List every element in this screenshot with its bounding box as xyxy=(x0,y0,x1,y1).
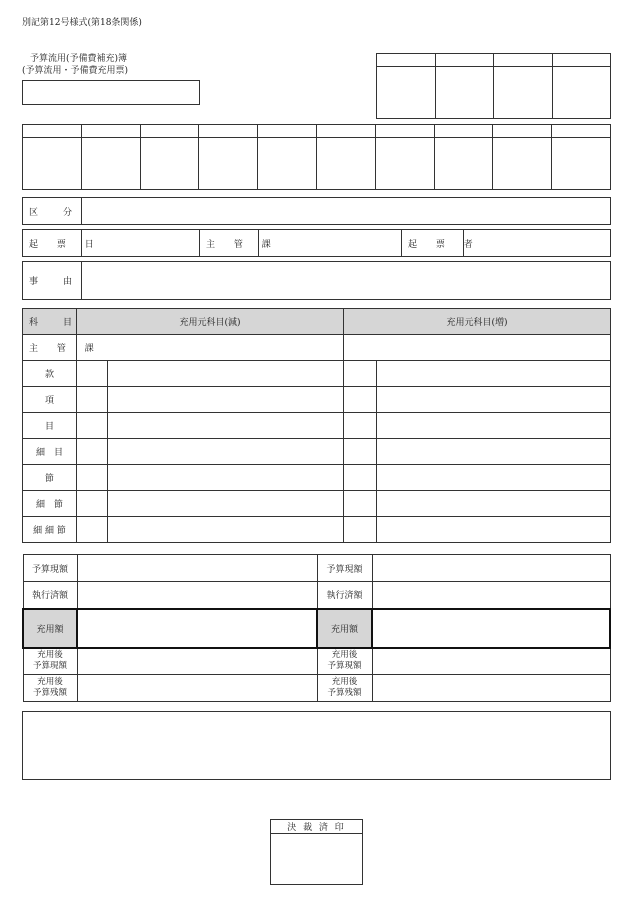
account-row-label: 款 xyxy=(23,361,77,387)
post-budget-label: 充用後 予算現額 xyxy=(23,648,77,675)
account-row-label: 細 目 xyxy=(23,439,77,465)
account-row-label: 項 xyxy=(23,387,77,413)
post-balance-right[interactable] xyxy=(372,675,610,702)
budget-current-label: 予算現額 xyxy=(23,555,77,582)
draft-date-label: 起 票 日 xyxy=(23,230,82,257)
to-code[interactable] xyxy=(344,491,377,517)
account-row-label: 細 節 xyxy=(23,491,77,517)
division-label: 区 分 xyxy=(23,198,82,225)
from-name[interactable] xyxy=(108,439,344,465)
transfer-amount-label: 充用額 xyxy=(23,609,77,648)
dept-field[interactable] xyxy=(259,230,402,257)
form-number: 別記第12号様式(第18条関係) xyxy=(22,18,142,28)
to-name[interactable] xyxy=(377,413,611,439)
approval-stamp-area[interactable] xyxy=(271,834,363,885)
executed-label-right: 執行済額 xyxy=(317,582,372,609)
to-code[interactable] xyxy=(344,517,377,543)
approval-grid-wide xyxy=(22,124,611,190)
to-name[interactable] xyxy=(377,465,611,491)
executed-label: 執行済額 xyxy=(23,582,77,609)
draft-info-row xyxy=(22,229,611,257)
to-name[interactable] xyxy=(377,491,611,517)
from-name[interactable] xyxy=(108,491,344,517)
approval-grid-top xyxy=(376,53,611,119)
to-name[interactable] xyxy=(377,439,611,465)
approval-stamp-label: 決 裁 済 印 xyxy=(271,820,363,834)
reason-field[interactable] xyxy=(82,262,611,300)
to-code[interactable] xyxy=(344,361,377,387)
from-name[interactable] xyxy=(108,465,344,491)
post-balance-left[interactable] xyxy=(77,675,317,702)
post-balance-label: 充用後 予算残額 xyxy=(23,675,77,702)
form-title: 予算流用(予備費補充)簿 xyxy=(30,54,128,64)
from-code[interactable] xyxy=(77,387,108,413)
subject-label: 科 目 xyxy=(23,309,77,335)
from-code[interactable] xyxy=(77,413,108,439)
amounts-table xyxy=(22,554,611,702)
from-code[interactable] xyxy=(77,439,108,465)
from-code[interactable] xyxy=(77,517,108,543)
division-field[interactable] xyxy=(82,198,611,225)
from-code[interactable] xyxy=(77,361,108,387)
post-budget-right[interactable] xyxy=(372,648,610,675)
from-code[interactable] xyxy=(77,465,108,491)
post-balance-label-right: 充用後 予算残額 xyxy=(317,675,372,702)
from-name[interactable] xyxy=(108,361,344,387)
account-row-label: 目 xyxy=(23,413,77,439)
to-code[interactable] xyxy=(344,387,377,413)
form-subtitle: (予算流用・予備費充用票) xyxy=(22,66,129,76)
ledger-number-box[interactable] xyxy=(22,80,200,105)
from-account-header: 充用元科目(減) xyxy=(77,309,344,335)
to-account-header: 充用元科目(増) xyxy=(344,309,611,335)
to-name[interactable] xyxy=(377,517,611,543)
account-row-label: 節 xyxy=(23,465,77,491)
account-dept-label: 主 管 課 xyxy=(23,335,77,361)
division-row xyxy=(22,197,611,225)
post-budget-left[interactable] xyxy=(77,648,317,675)
drafter-label: 起 票 者 xyxy=(402,230,464,257)
from-name[interactable] xyxy=(108,517,344,543)
to-code[interactable] xyxy=(344,439,377,465)
notes-box[interactable] xyxy=(22,711,611,780)
to-name[interactable] xyxy=(377,387,611,413)
executed-right[interactable] xyxy=(372,582,610,609)
reason-row xyxy=(22,261,611,300)
reason-label: 事 由 xyxy=(23,262,82,300)
budget-current-label-right: 予算現額 xyxy=(317,555,372,582)
transfer-amount-right[interactable] xyxy=(372,609,610,648)
from-name[interactable] xyxy=(108,387,344,413)
executed-left[interactable] xyxy=(77,582,317,609)
account-row-label: 細 細 節 xyxy=(23,517,77,543)
to-name[interactable] xyxy=(377,361,611,387)
from-name[interactable] xyxy=(108,413,344,439)
from-dept-field[interactable] xyxy=(77,335,344,361)
to-code[interactable] xyxy=(344,413,377,439)
budget-current-left[interactable] xyxy=(77,555,317,582)
budget-current-right[interactable] xyxy=(372,555,610,582)
to-code[interactable] xyxy=(344,465,377,491)
to-dept-field[interactable] xyxy=(344,335,611,361)
post-budget-label-right: 充用後 予算現額 xyxy=(317,648,372,675)
drafter-field[interactable] xyxy=(464,230,611,257)
transfer-amount-left[interactable] xyxy=(77,609,317,648)
transfer-amount-label-right: 充用額 xyxy=(317,609,372,648)
dept-label: 主 管 課 xyxy=(200,230,259,257)
from-code[interactable] xyxy=(77,491,108,517)
approval-stamp-box xyxy=(270,819,363,885)
accounts-table xyxy=(22,308,611,543)
